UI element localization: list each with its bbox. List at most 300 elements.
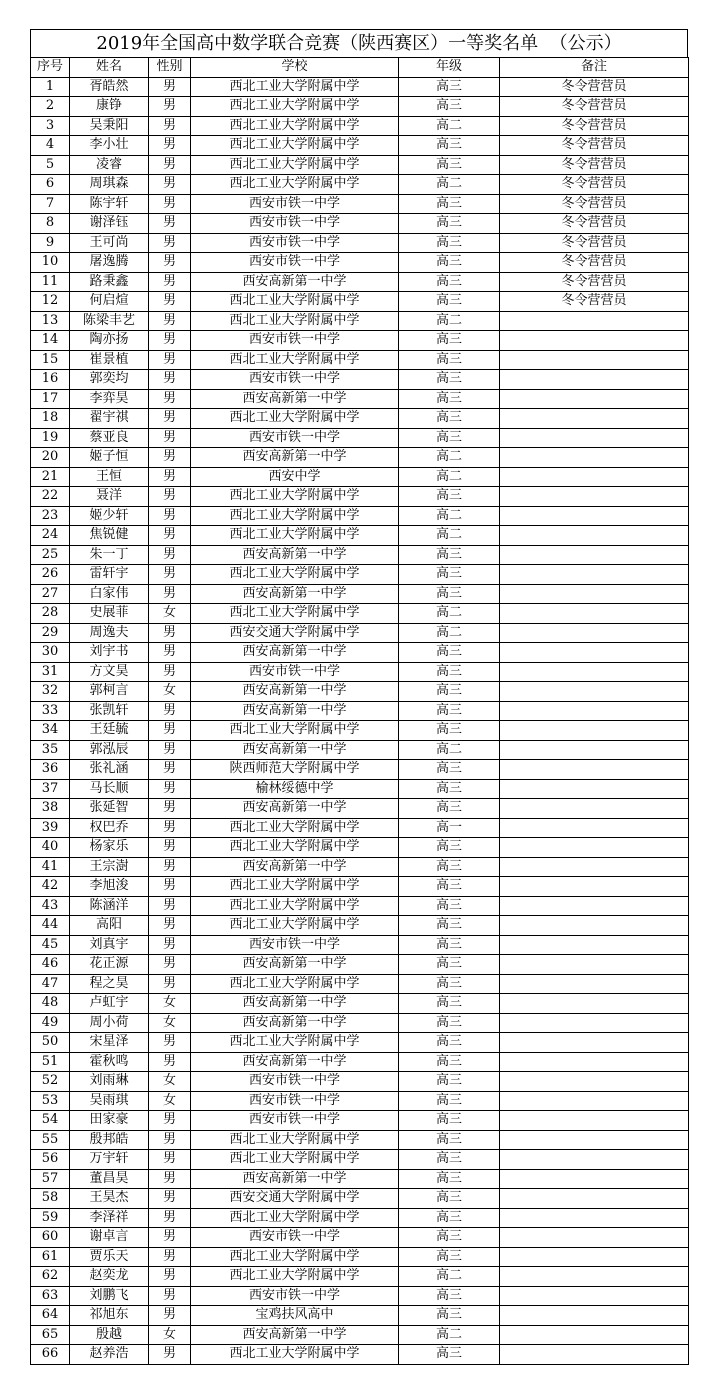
cell-remark <box>500 779 689 799</box>
table-row <box>31 760 689 780</box>
cell-gender: 男 <box>149 974 191 994</box>
cell-index: 11 <box>31 272 70 292</box>
cell-name: 路秉鑫 <box>70 272 149 292</box>
cell-index: 52 <box>31 1072 70 1092</box>
cell-name: 张延智 <box>70 799 149 819</box>
cell-gender: 男 <box>149 1208 191 1228</box>
cell-name: 周小荷 <box>70 1013 149 1033</box>
cell-index: 22 <box>31 487 70 507</box>
cell-name: 屠逸腾 <box>70 253 149 273</box>
cell-grade: 高二 <box>399 1325 500 1345</box>
table-row <box>31 916 689 936</box>
cell-school: 西北工业大学附属中学 <box>191 1130 399 1150</box>
cell-school: 西安市铁一中学 <box>191 1072 399 1092</box>
table-row <box>31 409 689 429</box>
table-row <box>31 662 689 682</box>
cell-grade: 高二 <box>399 311 500 331</box>
table-row <box>31 1091 689 1111</box>
cell-index: 8 <box>31 214 70 234</box>
cell-school: 西安市铁一中学 <box>191 662 399 682</box>
award-list-sheet <box>30 29 688 1365</box>
table-row <box>31 565 689 585</box>
cell-grade: 高三 <box>399 857 500 877</box>
table-row <box>31 955 689 975</box>
cell-school: 西安市铁一中学 <box>191 935 399 955</box>
cell-grade: 高三 <box>399 155 500 175</box>
cell-index: 57 <box>31 1169 70 1189</box>
cell-name: 殷越 <box>70 1325 149 1345</box>
cell-name: 谢卓言 <box>70 1228 149 1248</box>
table-row <box>31 994 689 1014</box>
cell-remark <box>500 721 689 741</box>
cell-name: 李小壮 <box>70 136 149 156</box>
cell-grade: 高三 <box>399 565 500 585</box>
table-row <box>31 643 689 663</box>
cell-remark <box>500 331 689 351</box>
cell-gender: 男 <box>149 428 191 448</box>
cell-school: 西安市铁一中学 <box>191 194 399 214</box>
table-row <box>31 1189 689 1209</box>
table-row <box>31 1013 689 1033</box>
cell-name: 刘雨琳 <box>70 1072 149 1092</box>
cell-name: 陈涵洋 <box>70 896 149 916</box>
cell-grade: 高三 <box>399 779 500 799</box>
cell-school: 西安市铁一中学 <box>191 253 399 273</box>
cell-gender: 女 <box>149 1072 191 1092</box>
cell-name: 谢泽钰 <box>70 214 149 234</box>
cell-gender: 男 <box>149 916 191 936</box>
cell-gender: 男 <box>149 1247 191 1267</box>
cell-grade: 高三 <box>399 331 500 351</box>
cell-index: 36 <box>31 760 70 780</box>
table-row <box>31 935 689 955</box>
cell-remark <box>500 1267 689 1287</box>
cell-index: 30 <box>31 643 70 663</box>
cell-school: 西安高新第一中学 <box>191 799 399 819</box>
cell-name: 卢虹宇 <box>70 994 149 1014</box>
table-body <box>31 77 689 1364</box>
cell-index: 63 <box>31 1286 70 1306</box>
cell-name: 董昌昊 <box>70 1169 149 1189</box>
cell-school: 西安高新第一中学 <box>191 701 399 721</box>
cell-name: 田家豪 <box>70 1111 149 1131</box>
table-row <box>31 1306 689 1326</box>
cell-grade: 高三 <box>399 721 500 741</box>
cell-name: 杨家乐 <box>70 838 149 858</box>
cell-index: 13 <box>31 311 70 331</box>
table-row <box>31 253 689 273</box>
cell-index: 35 <box>31 740 70 760</box>
cell-index: 12 <box>31 292 70 312</box>
cell-school: 西北工业大学附属中学 <box>191 1033 399 1053</box>
cell-remark <box>500 1247 689 1267</box>
cell-gender: 男 <box>149 643 191 663</box>
cell-grade: 高一 <box>399 818 500 838</box>
cell-school: 西安高新第一中学 <box>191 389 399 409</box>
cell-gender: 男 <box>149 740 191 760</box>
cell-index: 29 <box>31 623 70 643</box>
cell-school: 西安高新第一中学 <box>191 682 399 702</box>
cell-school: 西安高新第一中学 <box>191 643 399 663</box>
cell-index: 50 <box>31 1033 70 1053</box>
cell-name: 白家伟 <box>70 584 149 604</box>
cell-gender: 男 <box>149 935 191 955</box>
cell-school: 西北工业大学附属中学 <box>191 877 399 897</box>
cell-index: 33 <box>31 701 70 721</box>
cell-remark: 冬令营营员 <box>500 292 689 312</box>
cell-index: 26 <box>31 565 70 585</box>
table-row <box>31 526 689 546</box>
cell-remark <box>500 1228 689 1248</box>
cell-grade: 高三 <box>399 1111 500 1131</box>
cell-grade: 高三 <box>399 389 500 409</box>
cell-grade: 高三 <box>399 1247 500 1267</box>
cell-grade: 高三 <box>399 1189 500 1209</box>
sheet-title: 2019年全国高中数学联合竞赛（陕西赛区）一等奖名单 （公示） <box>30 29 688 57</box>
cell-grade: 高三 <box>399 253 500 273</box>
cell-school: 宝鸡扶风高中 <box>191 1306 399 1326</box>
table-row <box>31 428 689 448</box>
cell-grade: 高三 <box>399 662 500 682</box>
cell-name: 周逸夫 <box>70 623 149 643</box>
cell-grade: 高三 <box>399 584 500 604</box>
cell-index: 54 <box>31 1111 70 1131</box>
cell-index: 65 <box>31 1325 70 1345</box>
cell-index: 5 <box>31 155 70 175</box>
cell-name: 万宇轩 <box>70 1150 149 1170</box>
table-row <box>31 604 689 624</box>
cell-school: 西安交通大学附属中学 <box>191 623 399 643</box>
table-row <box>31 1267 689 1287</box>
cell-remark <box>500 916 689 936</box>
cell-index: 59 <box>31 1208 70 1228</box>
header-gender: 性别 <box>149 58 191 78</box>
cell-school: 西安市铁一中学 <box>191 1228 399 1248</box>
cell-grade: 高三 <box>399 487 500 507</box>
cell-school: 西安高新第一中学 <box>191 994 399 1014</box>
cell-name: 刘宇书 <box>70 643 149 663</box>
cell-remark <box>500 1169 689 1189</box>
cell-name: 吴雨琪 <box>70 1091 149 1111</box>
cell-gender: 男 <box>149 623 191 643</box>
cell-grade: 高三 <box>399 1345 500 1365</box>
table-row <box>31 175 689 195</box>
cell-remark <box>500 1286 689 1306</box>
cell-index: 38 <box>31 799 70 819</box>
cell-remark <box>500 409 689 429</box>
cell-name: 郭柯言 <box>70 682 149 702</box>
cell-name: 崔景植 <box>70 350 149 370</box>
cell-gender: 男 <box>149 350 191 370</box>
table-row <box>31 1130 689 1150</box>
cell-index: 10 <box>31 253 70 273</box>
cell-index: 64 <box>31 1306 70 1326</box>
cell-grade: 高二 <box>399 623 500 643</box>
cell-remark <box>500 643 689 663</box>
cell-name: 张凯轩 <box>70 701 149 721</box>
cell-name: 方文昊 <box>70 662 149 682</box>
table-row <box>31 779 689 799</box>
cell-school: 西安高新第一中学 <box>191 272 399 292</box>
cell-gender: 男 <box>149 955 191 975</box>
table-row <box>31 1247 689 1267</box>
cell-gender: 女 <box>149 994 191 1014</box>
cell-index: 3 <box>31 116 70 136</box>
cell-index: 16 <box>31 370 70 390</box>
cell-grade: 高二 <box>399 467 500 487</box>
cell-remark <box>500 857 689 877</box>
cell-name: 焦锐健 <box>70 526 149 546</box>
cell-remark <box>500 604 689 624</box>
cell-grade: 高三 <box>399 97 500 117</box>
cell-gender: 男 <box>149 214 191 234</box>
cell-school: 西北工业大学附属中学 <box>191 896 399 916</box>
cell-name: 程之昊 <box>70 974 149 994</box>
cell-index: 18 <box>31 409 70 429</box>
cell-remark <box>500 506 689 526</box>
cell-grade: 高三 <box>399 1306 500 1326</box>
cell-grade: 高三 <box>399 1228 500 1248</box>
cell-index: 66 <box>31 1345 70 1365</box>
cell-index: 25 <box>31 545 70 565</box>
cell-index: 51 <box>31 1052 70 1072</box>
cell-name: 赵养浩 <box>70 1345 149 1365</box>
cell-remark <box>500 1091 689 1111</box>
cell-gender: 男 <box>149 838 191 858</box>
cell-grade: 高三 <box>399 1208 500 1228</box>
cell-remark <box>500 1150 689 1170</box>
cell-name: 周琪森 <box>70 175 149 195</box>
cell-gender: 男 <box>149 760 191 780</box>
table-row <box>31 701 689 721</box>
cell-name: 高阳 <box>70 916 149 936</box>
cell-grade: 高三 <box>399 1169 500 1189</box>
table-row <box>31 799 689 819</box>
cell-gender: 男 <box>149 292 191 312</box>
cell-school: 西安市铁一中学 <box>191 1111 399 1131</box>
cell-school: 西北工业大学附属中学 <box>191 1247 399 1267</box>
cell-grade: 高三 <box>399 214 500 234</box>
cell-grade: 高三 <box>399 974 500 994</box>
cell-school: 西安高新第一中学 <box>191 545 399 565</box>
cell-gender: 女 <box>149 1325 191 1345</box>
table-row <box>31 292 689 312</box>
cell-remark <box>500 1130 689 1150</box>
cell-remark <box>500 350 689 370</box>
cell-remark <box>500 565 689 585</box>
cell-name: 殷邦皓 <box>70 1130 149 1150</box>
cell-gender: 男 <box>149 1286 191 1306</box>
cell-gender: 男 <box>149 565 191 585</box>
cell-index: 61 <box>31 1247 70 1267</box>
cell-gender: 男 <box>149 331 191 351</box>
table-row <box>31 721 689 741</box>
cell-index: 43 <box>31 896 70 916</box>
cell-school: 西北工业大学附属中学 <box>191 155 399 175</box>
cell-index: 17 <box>31 389 70 409</box>
cell-name: 翟宇祺 <box>70 409 149 429</box>
cell-grade: 高三 <box>399 292 500 312</box>
cell-remark <box>500 545 689 565</box>
cell-name: 贾乐天 <box>70 1247 149 1267</box>
table-row <box>31 214 689 234</box>
cell-grade: 高三 <box>399 545 500 565</box>
cell-gender: 男 <box>149 701 191 721</box>
cell-name: 凌睿 <box>70 155 149 175</box>
table-row <box>31 370 689 390</box>
cell-school: 西北工业大学附属中学 <box>191 506 399 526</box>
cell-index: 56 <box>31 1150 70 1170</box>
cell-grade: 高二 <box>399 175 500 195</box>
cell-grade: 高三 <box>399 194 500 214</box>
cell-name: 史展菲 <box>70 604 149 624</box>
table-row <box>31 1033 689 1053</box>
cell-index: 24 <box>31 526 70 546</box>
cell-remark: 冬令营营员 <box>500 194 689 214</box>
cell-grade: 高二 <box>399 448 500 468</box>
cell-gender: 男 <box>149 1052 191 1072</box>
cell-gender: 男 <box>149 487 191 507</box>
cell-remark <box>500 448 689 468</box>
cell-grade: 高三 <box>399 682 500 702</box>
cell-school: 西北工业大学附属中学 <box>191 565 399 585</box>
cell-school: 西安高新第一中学 <box>191 857 399 877</box>
cell-name: 刘鹏飞 <box>70 1286 149 1306</box>
header-grade: 年级 <box>399 58 500 78</box>
cell-remark <box>500 994 689 1014</box>
table-row <box>31 1150 689 1170</box>
cell-gender: 男 <box>149 584 191 604</box>
cell-gender: 男 <box>149 370 191 390</box>
cell-grade: 高三 <box>399 838 500 858</box>
cell-remark <box>500 1325 689 1345</box>
table-row <box>31 116 689 136</box>
cell-remark <box>500 1111 689 1131</box>
cell-school: 西北工业大学附属中学 <box>191 409 399 429</box>
cell-school: 西安高新第一中学 <box>191 1013 399 1033</box>
cell-gender: 男 <box>149 136 191 156</box>
cell-school: 西北工业大学附属中学 <box>191 116 399 136</box>
cell-gender: 男 <box>149 1228 191 1248</box>
cell-name: 花正源 <box>70 955 149 975</box>
cell-index: 39 <box>31 818 70 838</box>
cell-school: 西安市铁一中学 <box>191 1286 399 1306</box>
cell-name: 刘真宇 <box>70 935 149 955</box>
cell-grade: 高三 <box>399 1072 500 1092</box>
cell-remark <box>500 955 689 975</box>
cell-gender: 男 <box>149 77 191 97</box>
cell-gender: 男 <box>149 526 191 546</box>
cell-name: 聂洋 <box>70 487 149 507</box>
cell-name: 王廷毓 <box>70 721 149 741</box>
cell-name: 宋星泽 <box>70 1033 149 1053</box>
table-row <box>31 194 689 214</box>
cell-gender: 男 <box>149 818 191 838</box>
cell-gender: 男 <box>149 253 191 273</box>
cell-grade: 高三 <box>399 896 500 916</box>
cell-remark <box>500 526 689 546</box>
cell-index: 20 <box>31 448 70 468</box>
cell-remark <box>500 896 689 916</box>
cell-grade: 高三 <box>399 701 500 721</box>
table-row <box>31 272 689 292</box>
cell-remark <box>500 428 689 448</box>
cell-gender: 男 <box>149 1169 191 1189</box>
cell-name: 霍秋鸣 <box>70 1052 149 1072</box>
cell-gender: 男 <box>149 311 191 331</box>
cell-school: 西北工业大学附属中学 <box>191 721 399 741</box>
cell-gender: 男 <box>149 1033 191 1053</box>
cell-index: 49 <box>31 1013 70 1033</box>
cell-remark <box>500 760 689 780</box>
cell-name: 李旭浚 <box>70 877 149 897</box>
cell-gender: 男 <box>149 1189 191 1209</box>
cell-remark <box>500 1033 689 1053</box>
cell-name: 何启煊 <box>70 292 149 312</box>
cell-remark <box>500 370 689 390</box>
table-row <box>31 857 689 877</box>
cell-remark <box>500 818 689 838</box>
cell-index: 40 <box>31 838 70 858</box>
cell-gender: 男 <box>149 409 191 429</box>
cell-index: 2 <box>31 97 70 117</box>
cell-gender: 男 <box>149 662 191 682</box>
table-row <box>31 974 689 994</box>
cell-school: 西安高新第一中学 <box>191 1169 399 1189</box>
cell-school: 西北工业大学附属中学 <box>191 77 399 97</box>
table-row <box>31 350 689 370</box>
table-row <box>31 1345 689 1365</box>
cell-grade: 高二 <box>399 526 500 546</box>
cell-gender: 男 <box>149 194 191 214</box>
cell-name: 陈宇轩 <box>70 194 149 214</box>
cell-index: 15 <box>31 350 70 370</box>
cell-school: 西安市铁一中学 <box>191 1091 399 1111</box>
cell-name: 王昊杰 <box>70 1189 149 1209</box>
cell-school: 西安高新第一中学 <box>191 1325 399 1345</box>
cell-name: 吴秉阳 <box>70 116 149 136</box>
cell-school: 西北工业大学附属中学 <box>191 292 399 312</box>
table-row <box>31 1228 689 1248</box>
cell-name: 郭奕均 <box>70 370 149 390</box>
cell-grade: 高二 <box>399 506 500 526</box>
cell-school: 西北工业大学附属中学 <box>191 1208 399 1228</box>
table-row <box>31 1111 689 1131</box>
cell-index: 32 <box>31 682 70 702</box>
table-row <box>31 896 689 916</box>
table-row <box>31 331 689 351</box>
cell-gender: 女 <box>149 682 191 702</box>
cell-grade: 高三 <box>399 955 500 975</box>
cell-school: 西安市铁一中学 <box>191 370 399 390</box>
cell-grade: 高三 <box>399 1130 500 1150</box>
cell-school: 西北工业大学附属中学 <box>191 916 399 936</box>
cell-name: 李泽祥 <box>70 1208 149 1228</box>
cell-name: 王宗澍 <box>70 857 149 877</box>
cell-remark <box>500 1208 689 1228</box>
cell-name: 姬少轩 <box>70 506 149 526</box>
table-row <box>31 155 689 175</box>
cell-school: 西北工业大学附属中学 <box>191 311 399 331</box>
cell-remark: 冬令营营员 <box>500 253 689 273</box>
table-row <box>31 233 689 253</box>
cell-grade: 高三 <box>399 935 500 955</box>
cell-name: 马长顺 <box>70 779 149 799</box>
cell-school: 西安市铁一中学 <box>191 233 399 253</box>
cell-remark <box>500 1052 689 1072</box>
table-row <box>31 97 689 117</box>
cell-index: 21 <box>31 467 70 487</box>
